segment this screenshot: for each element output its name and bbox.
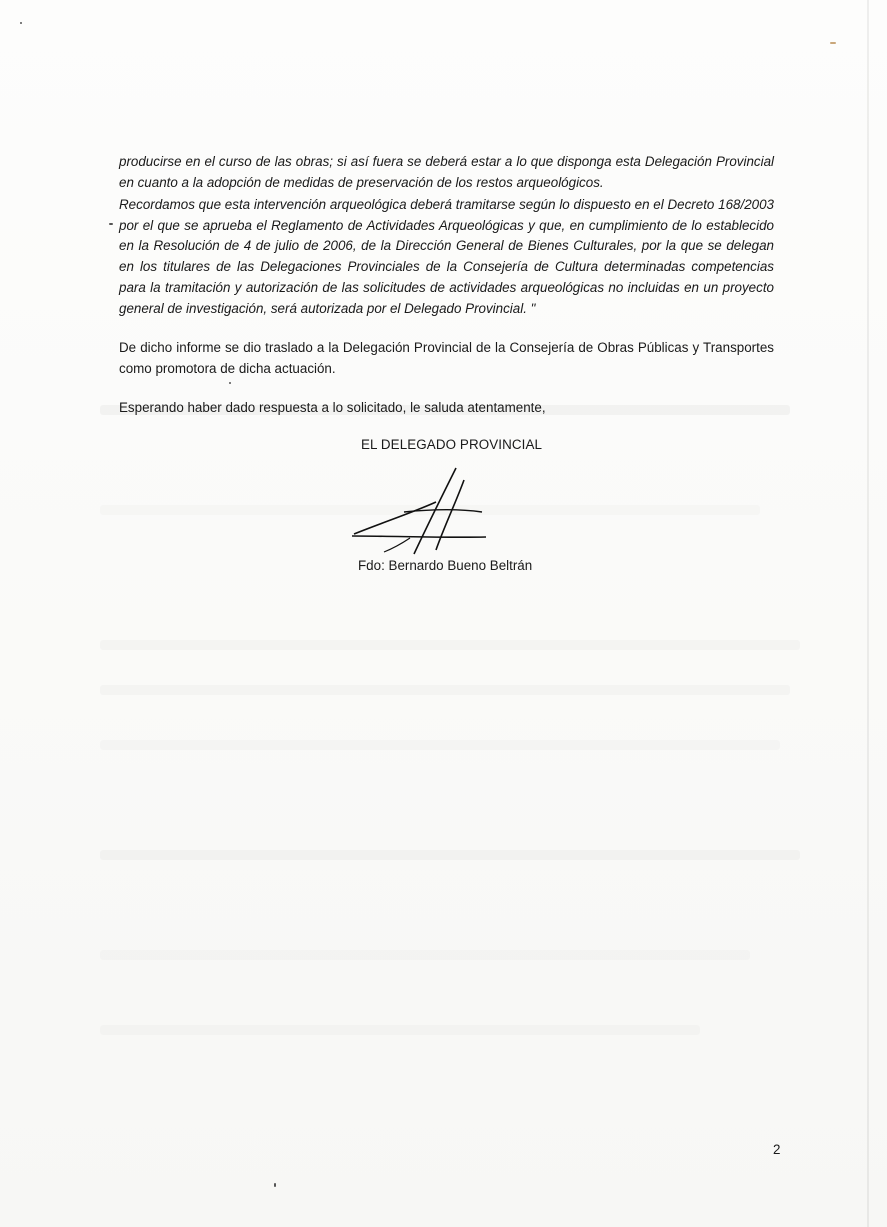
show-through-line — [100, 950, 750, 960]
show-through-line — [100, 1025, 700, 1035]
paragraph-traslado — [119, 338, 774, 379]
show-through-line — [100, 740, 780, 750]
paragraph-quoted — [119, 195, 774, 319]
paragraph-1: producirse en el curso de las obras; si así fuera se deberá estar a lo que disponga esta Delegación Provincial en cuanto a la adopción de medidas de preservación de los restos arqueológicos. — [119, 154, 774, 190]
paragraph-3: De dicho informe se dio traslado a la Delegación Provincial de la Consejería de Obras Públicas y Transportes como promotora de dicha actuación. — [119, 340, 774, 376]
show-through-line — [100, 640, 800, 650]
paper-speck — [830, 42, 836, 44]
page-edge-shadow — [867, 0, 869, 1227]
signatory-title: EL DELEGADO PROVINCIAL — [361, 437, 543, 452]
paragraph-2: Recordamos que esta intervención arqueológica deberá tramitarse según lo dispuesto en el Decreto 168/2003 por el que se aprueba el Reglamento de Actividades Arqueológicas y que, en cumplimiento de lo establecido en la Resolución de 4 de julio de 2006, de la Dirección General de Bienes Culturales, por la que se delegan en los titulares de las Delegaciones Provinciales de la Consejería de Cultura determinadas competencias para la tramitación y autorización de las solicitudes de actividades arqueológicas no incluidas en un proyecto general de investigación, será autorizada por el Delegado Provincial. " — [119, 197, 774, 316]
paragraph-closing — [119, 398, 774, 419]
paragraph-continuation — [119, 152, 774, 193]
show-through-line — [100, 685, 790, 695]
signatory-name: Fdo: Bernardo Bueno Beltrán — [358, 558, 533, 573]
paper-speck — [20, 22, 22, 24]
paragraph-4: Esperando haber dado respuesta a lo solicitado, le saluda atentamente, — [119, 400, 546, 415]
paper-speck — [109, 223, 113, 225]
paper-speck — [229, 382, 231, 384]
handwritten-signature — [344, 462, 494, 562]
paper-speck — [274, 1183, 276, 1187]
show-through-line — [100, 850, 800, 860]
page-number: 2 — [773, 1142, 781, 1157]
